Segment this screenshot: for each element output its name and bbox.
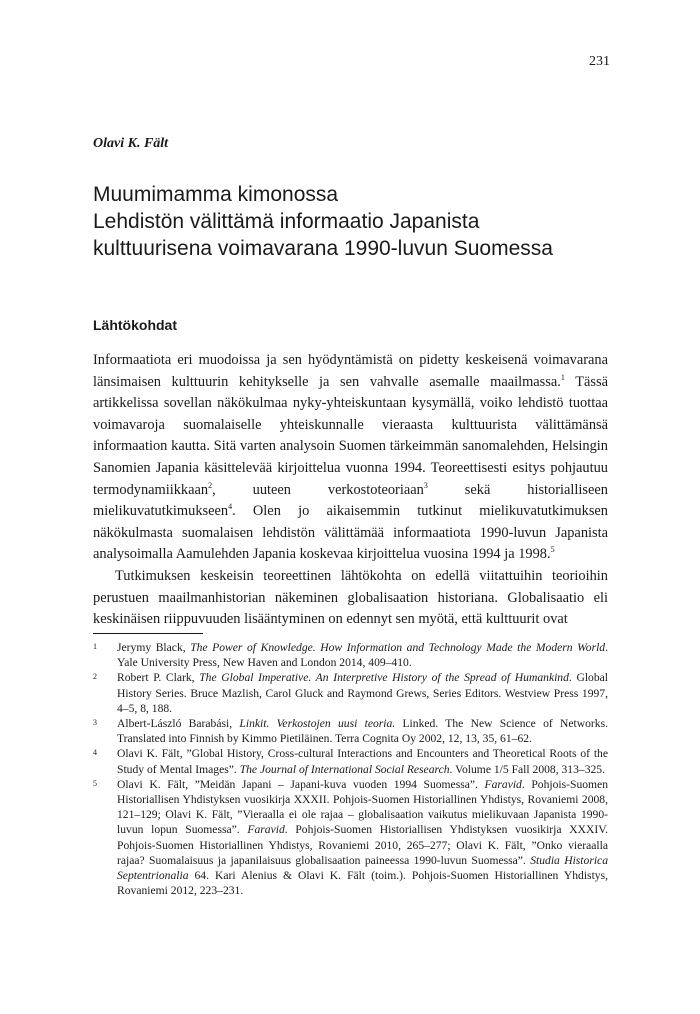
footnote-text <box>117 777 608 899</box>
paragraph-1-text-e: . Olen jo aikaisemmin tutkinut mielikuvatutkimuksen näkökulmasta suomalaisen lehdistön välittämää informaatiota 1990-luvun Japanista analysoimalla Aamulehden Japania koskevaa kirjoittelua vuosina 1994 ja 1998. <box>93 503 608 563</box>
title-line-2: Lehdistön välittämä informaatio Japanista <box>93 210 480 233</box>
footnote-text-part: Olavi K. Fält, ”Global History, Cross-cultural Interactions and Encounters and Theoretical Roots of the Study of Mental Images”. <box>117 747 608 776</box>
footnote-text <box>117 640 608 670</box>
paragraph-1 <box>93 350 608 566</box>
footnote-text <box>117 746 608 776</box>
paragraph-2: Tutkimuksen keskeisin teoreettinen lähtökohta on edellä viitattuihin teorioihin perustuen maailmanhistorian näkeminen globalisaation historiana. Globalisaatio eli keskinäisen riippuvuuden lisääntyminen on edennyt sen myötä, että kulttuurit ovat <box>93 567 608 628</box>
footnote-title-italic: Studia Historica Septentrionalia <box>117 853 608 883</box>
footnote-text <box>117 670 608 716</box>
footnote-title-italic: Faravid <box>247 823 285 837</box>
footnote-text-part: Linked. The New Science of Networks. Translated into Finnish by Kimmo Pietiläinen. Terra Cognita Oy 2002, 12, 13, 35, 61–62. <box>117 717 608 746</box>
footnote-title-italic: Faravid <box>484 777 522 791</box>
footnote-3 <box>93 716 608 746</box>
footnote-text-part: . Global History Series. Bruce Mazlish, Carol Gluck and Raymond Grews, Series Editors. Westview Press 1997, 4–5, 8, 188. <box>117 671 609 715</box>
footnote-1 <box>93 640 608 670</box>
footnote-title-italic: Linkit. Verkostojen uusi teoria. <box>239 717 396 731</box>
footnote-text-part: . Volume 1/5 Fall 2008, 313–325. <box>449 762 605 776</box>
footnote-text-part: . Yale University Press, New Haven and London 2014, 409–410. <box>117 641 609 670</box>
author-name: Olavi K. Fält <box>93 136 169 151</box>
footnote-number: 4 <box>93 748 97 758</box>
footnote-text-part: Robert P. Clark, <box>117 671 200 685</box>
footnote-ref-3: 3 <box>423 480 428 490</box>
page-number: 231 <box>589 54 610 69</box>
footnote-title-italic: The Power of Knowledge. How Information and Technology Made the Modern World <box>190 641 606 654</box>
footnote-ref-4: 4 <box>228 502 233 512</box>
footnote-ref-1: 1 <box>560 372 565 382</box>
footnote-title-italic: The Global Imperative. An Interpretive History of the Spread of Humankind <box>199 671 569 685</box>
footnote-ref-5: 5 <box>550 545 555 555</box>
footnote-number: 2 <box>93 672 97 682</box>
footnote-2 <box>93 670 608 716</box>
footnote-text-part: . Pohjois-Suomen Historiallisen Yhdistyksen vuosikirja XXXIV. Pohjois-Suomen Historiallinen Yhdistys, Rovaniemi 2010, 265–277; Olavi K. Fält, ”Onko vieraalla rajaa? Suomalaisuus ja japanilaisuus globalisaation paineessa 1990-luvun Suomessa”. <box>117 823 608 867</box>
footnote-title-italic: The Journal of International Social Research <box>239 762 450 776</box>
footnote-text-part: Olavi K. Fält, ”Meidän Japani – Japani-kuva vuoden 1994 Suomessa”. <box>117 777 485 791</box>
title-line-3: kulttuurisena voimavarana 1990-luvun Suomessa <box>93 237 553 260</box>
footnote-text-part: Albert-László Barabási, <box>117 717 240 731</box>
footnote-number: 1 <box>93 642 97 651</box>
paragraph-1-text-d: sekä historialliseen mielikuvatutkimukseen <box>93 481 608 520</box>
footnote-text-part: 64. Kari Alenius & Olavi K. Fält (toim.). Pohjois-Suomen Historiallinen Yhdistys, Rovaniemi 2012, 223–231. <box>117 869 608 898</box>
title-line-1: Muumimamma kimonossa <box>93 183 339 206</box>
footnote-text-part: . Pohjois-Suomen Historiallisen Yhdistyksen vuosikirja XXXII. Pohjois-Suomen Historiallinen Yhdistys, Rovaniemi 2008, 121–129; Olavi K. Fält, ”Vieraalla ei ole rajaa – globalisaation vaikutus mielikuvaan Japanista 1990-luvun lopun Suomessa”. <box>117 777 608 837</box>
article-title <box>93 181 613 262</box>
body-text <box>93 350 608 631</box>
footnote-text-part: Jerymy Black, <box>117 641 191 654</box>
paragraph-1-text-c: , uuteen verkostoteoriaan <box>212 481 424 498</box>
footnotes <box>93 640 608 898</box>
section-heading: Lähtökohdat <box>93 317 177 333</box>
footnote-text <box>117 716 608 746</box>
paragraph-1-text-b: Tässä artikkelissa sovellan näkökulmaa nyky-yhteiskuntaan kysymällä, voiko lehdistö tuottaa voimavaroja suomalaiselle yhteiskunnalle vieraasta kulttuurista välittämänsä informaation kautta. Sitä varten analysoin Suomen tärkeimmän sanomalehden, Helsingin Sanomien Japania käsittelevää kirjoittelua vuonna 1994. Teoreettisesti esitys pohjautuu termodynamiikkaan <box>93 373 608 498</box>
footnote-ref-2: 2 <box>208 480 213 490</box>
footnote-number: 5 <box>93 778 97 788</box>
footnote-number: 3 <box>93 718 97 728</box>
footnote-4 <box>93 746 608 776</box>
footnote-divider <box>93 633 203 634</box>
paragraph-1-text-a: Informaatiota eri muodoissa ja sen hyödyntämistä on pidetty keskeisenä voimavarana länsimaisen kulttuurin kehitykselle ja sen vahvalle asemalle maailmassa. <box>93 352 608 390</box>
footnote-5 <box>93 777 608 899</box>
